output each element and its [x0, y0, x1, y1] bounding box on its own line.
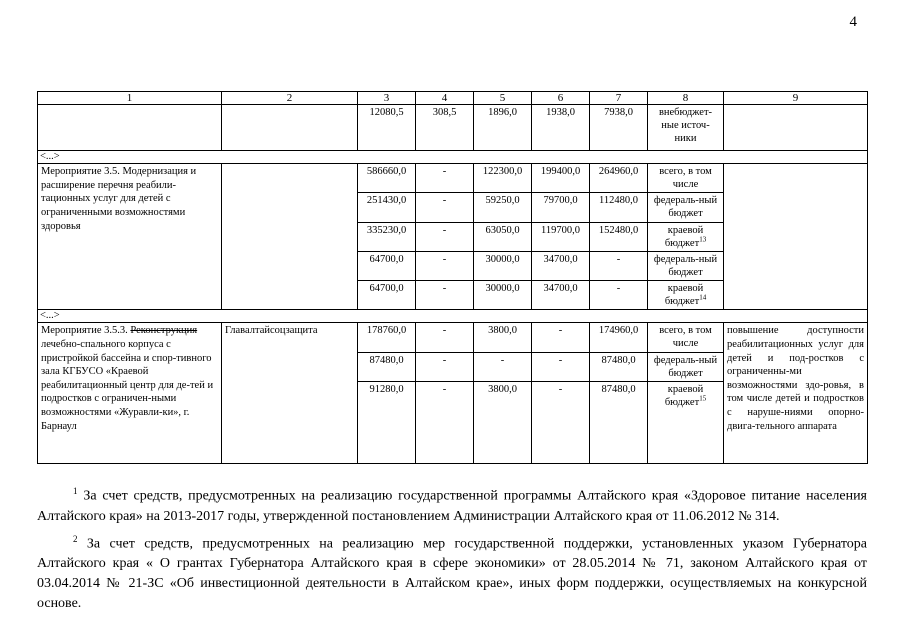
value-cell: 63050,0 [474, 222, 532, 251]
value-cell: - [416, 164, 474, 193]
header-cell: 2 [222, 92, 358, 105]
value-cell: 34700,0 [532, 281, 590, 310]
funding-source-cell: внебюджет-ные источ-ники [648, 105, 724, 151]
ellipsis-row [38, 151, 868, 164]
funding-source-cell [648, 193, 724, 222]
footnote [37, 481, 867, 527]
ellipsis-cell: <...> [38, 310, 868, 323]
header-cell: 9 [724, 92, 868, 105]
value-cell: 59250,0 [474, 193, 532, 222]
footnote-ref: 14 [699, 293, 707, 302]
struck-text: Реконструкция [130, 325, 198, 337]
footnote-mark: 2 [73, 533, 78, 544]
header-cell: 6 [532, 92, 590, 105]
funding-source-cell [648, 164, 724, 193]
value-cell: 87480,0 [590, 352, 648, 381]
value-cell: - [416, 193, 474, 222]
footnotes [37, 481, 867, 616]
footnote-text: За счет средств, предусмотренных на реализацию мер государственной поддержки, установленных указом Губернатора Алтайского края « О грантах Губернатора Алтайского края в сфере экономики» от 28.05.2014 № 71, законом Алтайского края от 03.04.2014 № 21-ЗС «Об инвестиционной деятельности в Алтайском крае», иных форм поддержки, осуществляемых на конкурсной основе. [37, 536, 867, 612]
source-label: федераль-ный бюджет [653, 195, 718, 220]
table-row [38, 164, 868, 193]
source-label: федераль-ный бюджет [653, 354, 718, 379]
value-cell: - [590, 251, 648, 280]
source-label: всего, в том числе [659, 166, 712, 191]
result-cell: повышение доступности реабилитационных услуг для детей и под-ростков с ограниченны-ми возможностями здо-ровья, в том числе детей и подростков с наруше-ниями опорно-двига-тельного аппарата [724, 323, 868, 464]
funding-source-cell [648, 381, 724, 463]
value-cell: 174960,0 [590, 323, 648, 352]
value-cell: 64700,0 [358, 251, 416, 280]
header-row [38, 92, 868, 105]
header-cell: 5 [474, 92, 532, 105]
table-row [38, 105, 868, 151]
footnote-text: За счет средств, предусмотренных на реализацию государственной программы Алтайского края «Здоровое питание населения Алтайского края» на 2013-2017 годы, утвержденной постановлением Администрации Алтайского края от 11.06.2012 № 314. [37, 488, 867, 524]
value-cell: 1896,0 [474, 105, 532, 151]
value-cell: - [532, 381, 590, 463]
measure-name-cell [38, 323, 222, 464]
value-cell: 64700,0 [358, 281, 416, 310]
source-label: краевой бюджет [664, 224, 704, 249]
header-cell: 1 [38, 92, 222, 105]
value-cell: - [532, 323, 590, 352]
header-cell: 4 [416, 92, 474, 105]
ellipsis-cell: <...> [38, 151, 868, 164]
value-cell: - [416, 222, 474, 251]
value-cell: 30000,0 [474, 281, 532, 310]
ellipsis-row [38, 310, 868, 323]
source-label: федераль-ный бюджет [653, 253, 718, 278]
funding-source-cell [648, 352, 724, 381]
value-cell: 122300,0 [474, 164, 532, 193]
executor-cell: Главалтайсоцзащита [222, 323, 358, 464]
value-cell: 119700,0 [532, 222, 590, 251]
empty-cell [38, 105, 222, 151]
value-cell: - [474, 352, 532, 381]
value-cell: 199400,0 [532, 164, 590, 193]
measure-name-cell: Мероприятие 3.5. Модернизация и расширение перечня реабили-тационных услуг для детей с ограниченными возможностями здоровья [38, 164, 222, 310]
page-number: 4 [849, 14, 857, 30]
value-cell: 264960,0 [590, 164, 648, 193]
value-cell: 30000,0 [474, 251, 532, 280]
value-cell: 178760,0 [358, 323, 416, 352]
footnote-mark: 1 [73, 486, 78, 496]
empty-cell [222, 105, 358, 151]
value-cell: - [416, 352, 474, 381]
value-cell: 12080,5 [358, 105, 416, 151]
value-cell: 112480,0 [590, 193, 648, 222]
header-cell: 3 [358, 92, 416, 105]
footnote [37, 529, 867, 615]
footnote-ref: 15 [699, 394, 707, 403]
footnote-ref: 13 [699, 235, 707, 244]
funding-source-cell [648, 251, 724, 280]
value-cell: - [590, 281, 648, 310]
value-cell: 586660,0 [358, 164, 416, 193]
table-row [38, 323, 868, 352]
value-cell: 1938,0 [532, 105, 590, 151]
value-cell: 87480,0 [590, 381, 648, 463]
value-cell: 91280,0 [358, 381, 416, 463]
empty-cell [724, 105, 868, 151]
measure-name-prefix: Мероприятие 3.5.3. [41, 325, 131, 337]
executor-cell [222, 164, 358, 310]
value-cell: 7938,0 [590, 105, 648, 151]
value-cell: 3800,0 [474, 381, 532, 463]
value-cell: 251430,0 [358, 193, 416, 222]
value-cell: - [416, 381, 474, 463]
value-cell: - [416, 323, 474, 352]
value-cell: 3800,0 [474, 323, 532, 352]
funding-table [37, 91, 868, 464]
funding-source-cell [648, 323, 724, 352]
funding-source-cell [648, 222, 724, 251]
source-label: краевой бюджет [664, 283, 704, 308]
value-cell: 79700,0 [532, 193, 590, 222]
measure-name-rest: лечебно-спального корпуса с пристройкой бассейна и спор-тивного зала КГБУСО «Краевой реабилитационный центр для де-тей и подростков с ограничен-ными возможностями «Журавли-ки», г. Барнаул [41, 338, 214, 432]
value-cell: - [416, 281, 474, 310]
value-cell: 34700,0 [532, 251, 590, 280]
value-cell: 308,5 [416, 105, 474, 151]
value-cell: - [532, 352, 590, 381]
header-cell: 8 [648, 92, 724, 105]
value-cell: - [416, 251, 474, 280]
source-label: краевой бюджет [664, 383, 704, 408]
value-cell: 335230,0 [358, 222, 416, 251]
value-cell: 87480,0 [358, 352, 416, 381]
source-label: всего, в том числе [659, 325, 712, 350]
funding-source-cell [648, 281, 724, 310]
value-cell: 152480,0 [590, 222, 648, 251]
header-cell: 7 [590, 92, 648, 105]
result-cell [724, 164, 868, 310]
